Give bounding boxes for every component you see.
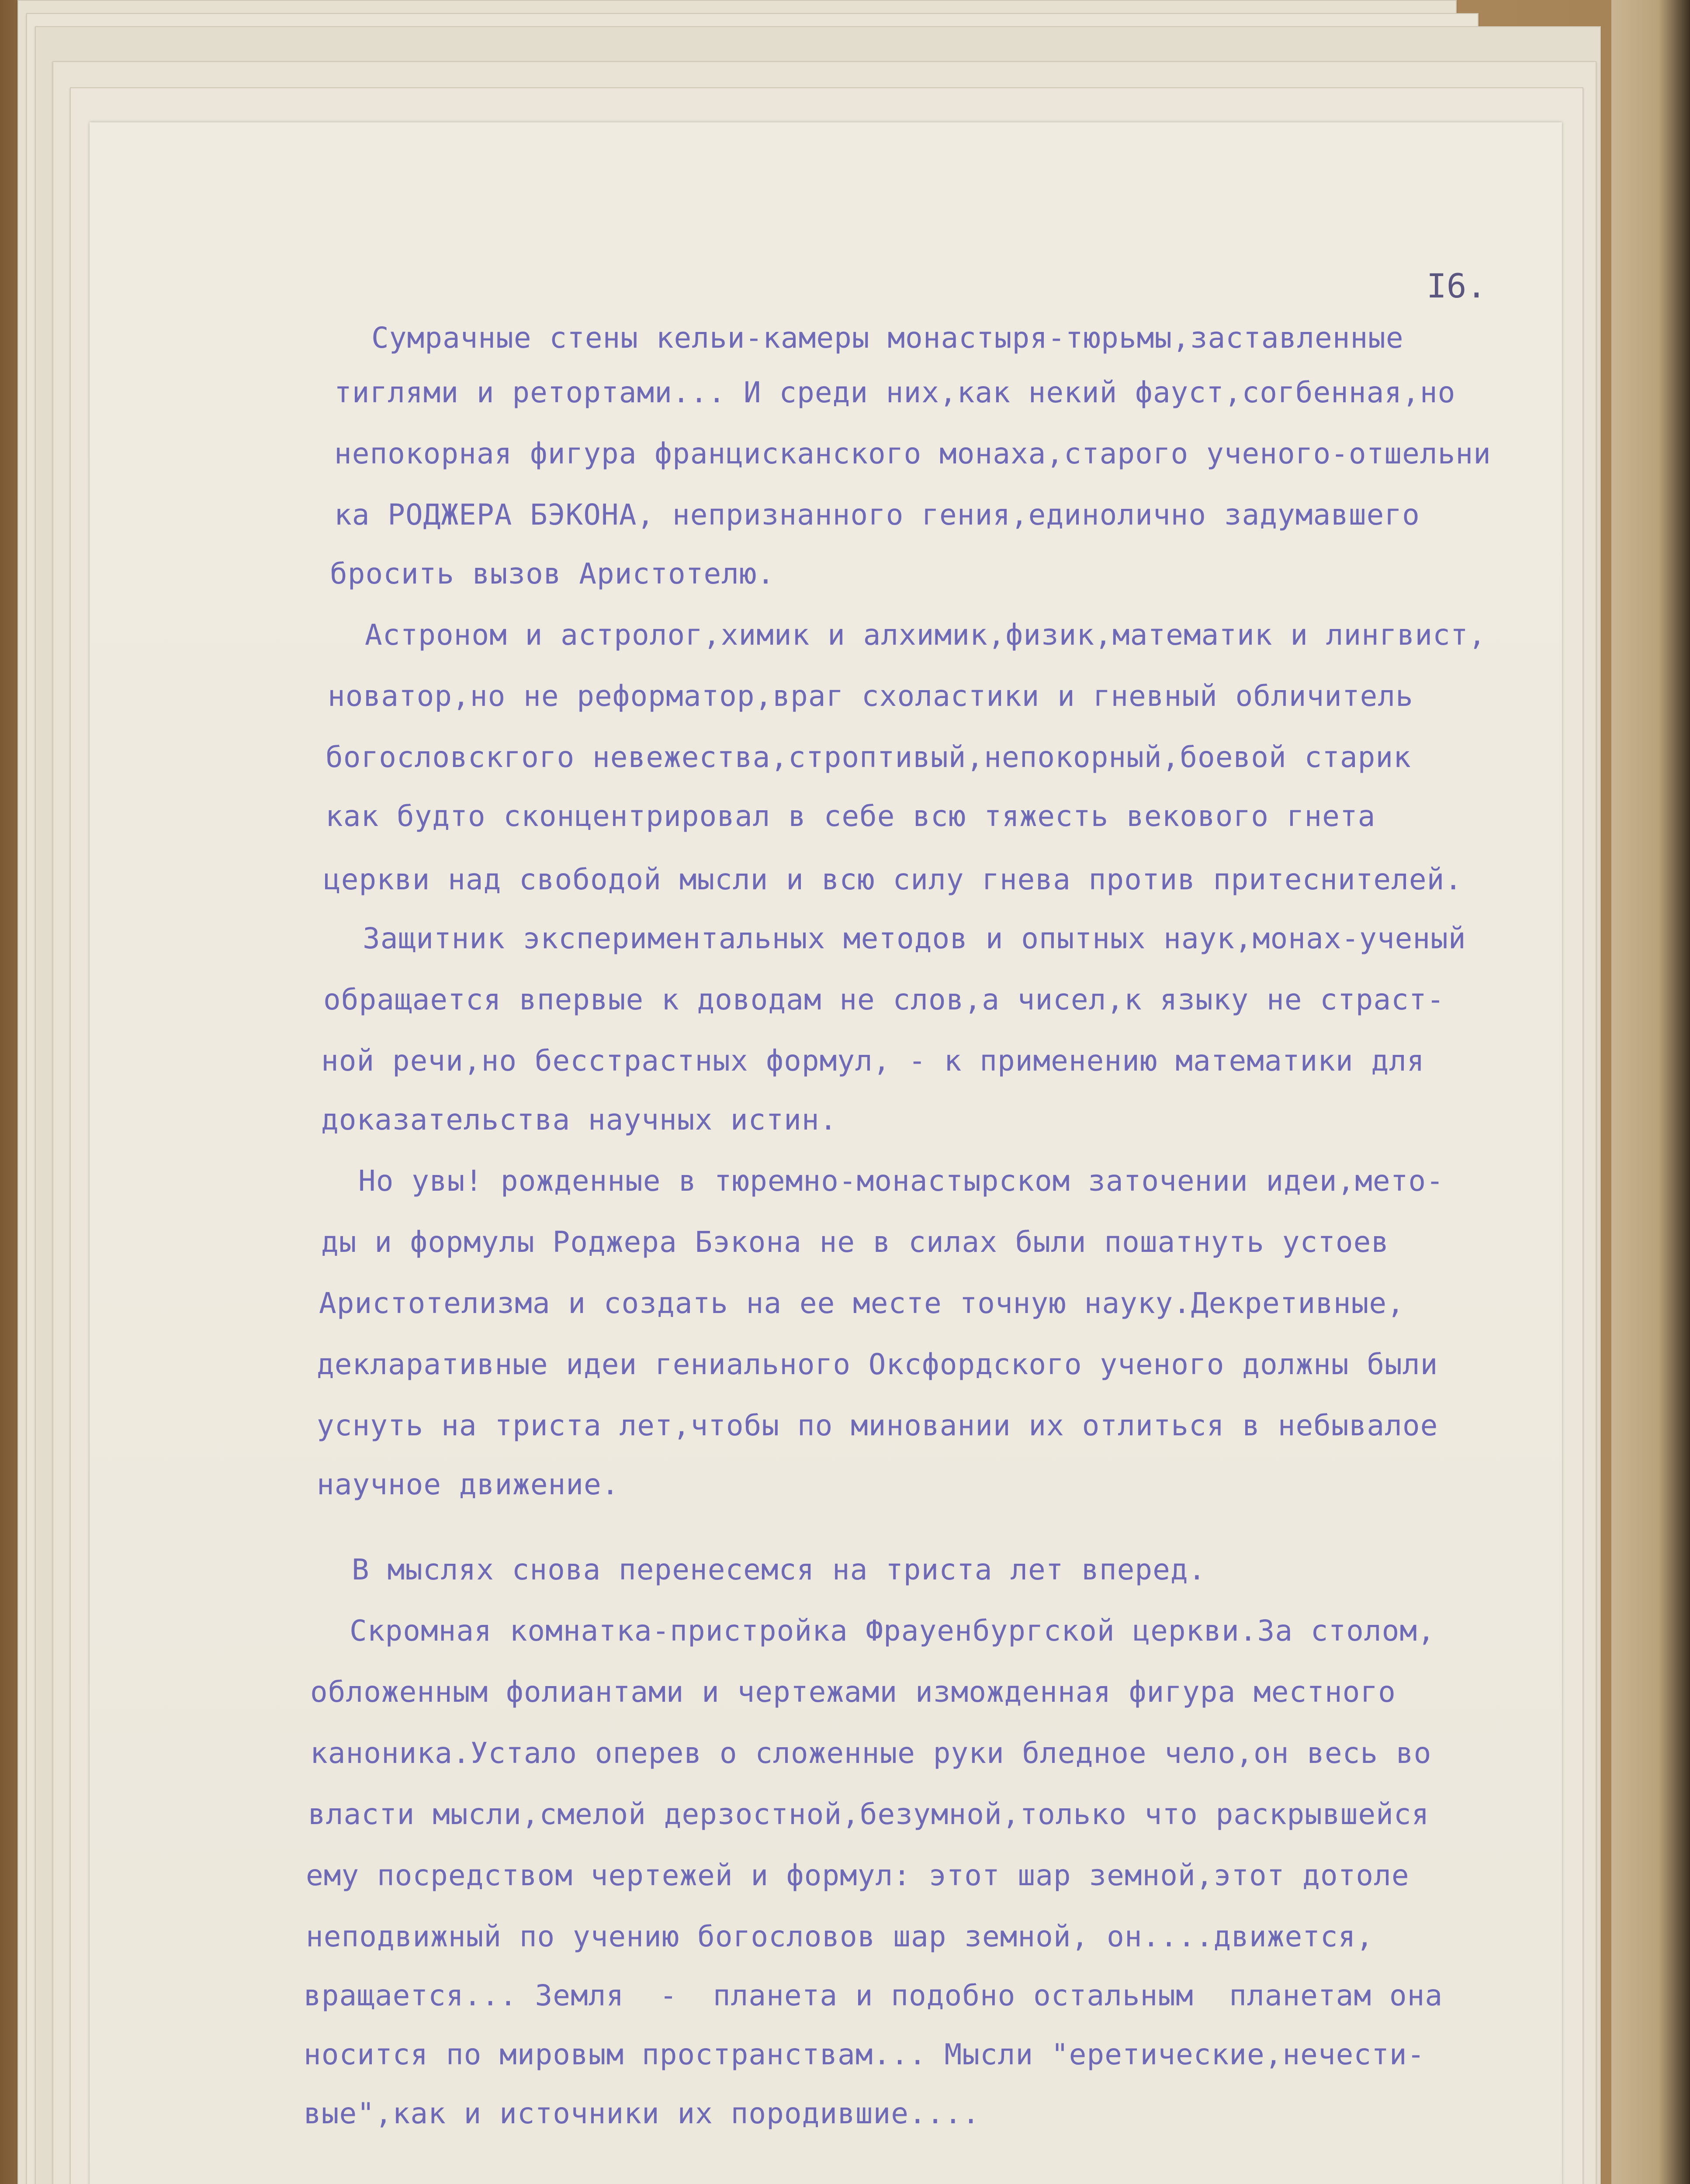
text-line: бросить вызов Аристотелю. (330, 557, 775, 591)
text-line: церкви над свободой мысли и всю силу гнева против притеснителей. (323, 863, 1463, 896)
text-line: обложенным фолиантами и чертежами изможденная фигура местного (310, 1675, 1396, 1709)
text-line: Защитник экспериментальных методов и опытных наук,монах-ученый (363, 922, 1466, 955)
text-line: доказательства научных истин. (321, 1103, 838, 1137)
text-line: ды и формулы Роджера Бэкона не в силах были пошатнуть устоев (321, 1225, 1389, 1259)
page-number: I6. (1427, 266, 1487, 305)
text-line: научное движение. (317, 1468, 620, 1501)
text-line: ной речи,но бесстрастных формул, - к применению математики для (321, 1044, 1425, 1078)
text-line: Астроном и астролог,химик и алхимик,физик,математик и лингвист, (365, 618, 1486, 652)
text-line: В мыслях снова перенесемся на триста лет вперед. (352, 1553, 1206, 1586)
text-line: Но увы! рожденные в тюремно-монастырском заточении идеи,мето- (358, 1164, 1444, 1198)
text-line: ему посредством чертежей и формул: этот шар земной,этот дотоле (306, 1859, 1409, 1892)
text-line: тиглями и ретортами... И среди них,как некий фауст,согбенная,но (334, 376, 1456, 409)
text-line: непокорная фигура францисканского монаха,старого ученого-отшельни (334, 437, 1491, 470)
text-line: Аристотелизма и создать на ее месте точную науку.Декретивные, (319, 1286, 1405, 1320)
text-line: каноника.Устало оперев о сложенные руки бледное чело,он весь во (310, 1736, 1432, 1770)
text-line: как будто сконцентрировал в себе всю тяжесть векового гнета (326, 799, 1376, 833)
text-line: Сумрачные стены кельи-камеры монастыря-тюрьмы,заставленные (371, 321, 1404, 355)
text-line: новатор,но не реформатор,враг схоластики и гневный обличитель (328, 679, 1413, 713)
text-line: богословскгого невежества,строптивый,непокорный,боевой старик (326, 740, 1411, 774)
text-line: неподвижный по учению богословов шар земной, он....движется, (306, 1920, 1374, 1953)
text-line: декларативные идеи гениального Оксфордского ученого должны были (317, 1348, 1438, 1381)
text-line: Скромная комнатка-пристройка Фрауенбургской церкви.За столом, (350, 1614, 1435, 1648)
text-line: власти мысли,смелой дерзостной,безумной,только что раскрывшейся (308, 1797, 1430, 1831)
text-line: носится по мировым пространствам... Мысли "еретические,нечести- (304, 2038, 1425, 2071)
text-line: ка РОДЖЕРА БЭКОНА, непризнанного гения,единолично задумавшего (334, 498, 1420, 532)
text-line: обращается впервые к доводам не слов,а чисел,к языку не страст- (323, 983, 1445, 1016)
text-line: вращается... Земля - планета и подобно остальным планетам она (304, 1979, 1443, 2012)
text-line: вые",как и источники их породившие.... (304, 2097, 980, 2130)
text-line: уснуть на триста лет,чтобы по миновании их отлиться в небывалое (317, 1409, 1438, 1442)
